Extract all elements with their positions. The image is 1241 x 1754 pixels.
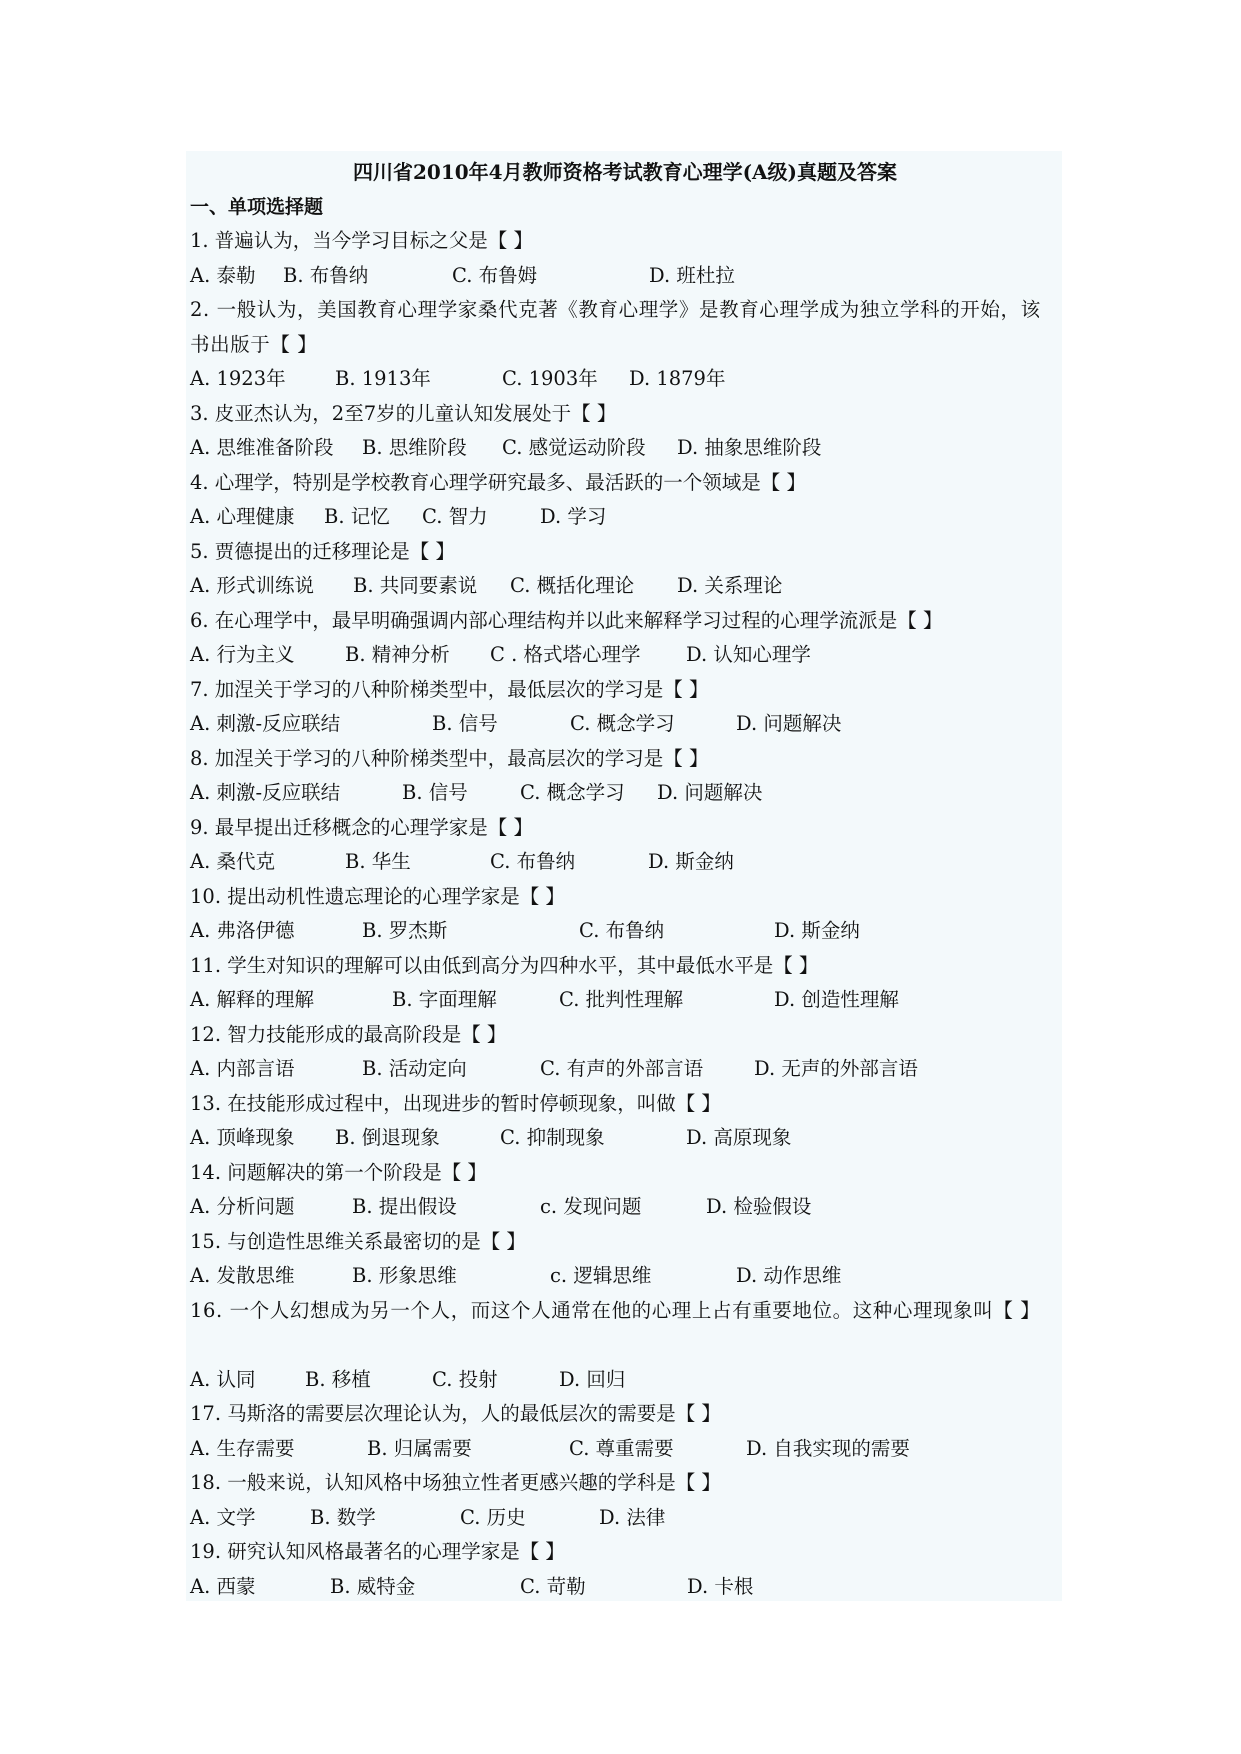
option-row xyxy=(190,776,1060,811)
answer-option: C. 布鲁纳 xyxy=(579,919,665,942)
document-content xyxy=(190,155,1060,1604)
option-row xyxy=(190,1363,1060,1398)
answer-option: B. 倒退现象 xyxy=(335,1126,440,1149)
answer-option: B. 精神分析 xyxy=(345,643,450,666)
question-item xyxy=(190,673,1060,742)
answer-option: D. 创造性理解 xyxy=(774,988,899,1011)
answer-option: D. 斯金纳 xyxy=(774,919,860,942)
answer-option: C. 历史 xyxy=(460,1505,526,1529)
option-row xyxy=(190,500,1060,535)
answer-option: A. 弗洛伊德 xyxy=(190,919,295,942)
option-row xyxy=(190,569,1060,604)
answer-option: D. 动作思维 xyxy=(736,1264,842,1287)
question-stem: 16. 一个人幻想成为另一个人，而这个人通常在他的心理上占有重要地位。这种心理现象叫【 】 xyxy=(190,1298,1041,1322)
answer-option: B. 形象思维 xyxy=(352,1264,457,1287)
question-stem: 10. 提出动机性遗忘理论的心理学家是【 】 xyxy=(190,884,565,908)
answer-option: A. 行为主义 xyxy=(190,643,295,666)
answer-option: A. 认同 xyxy=(190,1367,256,1391)
answer-option: C. 投射 xyxy=(432,1367,498,1391)
question-stem: 12. 智力技能形成的最高阶段是【 】 xyxy=(190,1022,507,1046)
answer-option: A. 桑代克 xyxy=(190,850,275,873)
answer-option: B. 布鲁纳 xyxy=(283,263,369,287)
question-stem: 15. 与创造性思维关系最密切的是【 】 xyxy=(190,1229,526,1253)
option-row xyxy=(190,1190,1060,1225)
question-item xyxy=(190,1225,1060,1294)
answer-option: C. 概括化理论 xyxy=(510,574,635,597)
option-row xyxy=(190,1259,1060,1294)
question-item xyxy=(190,949,1060,1018)
answer-option: A. 西蒙 xyxy=(190,1574,256,1598)
answer-option: C. 智力 xyxy=(422,505,488,528)
answer-option: A. 刺激-反应联结 xyxy=(190,712,341,735)
answer-option: A. 顶峰现象 xyxy=(190,1126,295,1149)
answer-option: A. 形式训练说 xyxy=(190,574,314,597)
answer-option: D. 1879年 xyxy=(629,367,726,390)
answer-option: C. 苛勒 xyxy=(520,1574,586,1598)
answer-option: A. 内部言语 xyxy=(190,1057,295,1080)
question-item xyxy=(190,742,1060,811)
answer-option: C. 布鲁纳 xyxy=(490,850,576,873)
question-item xyxy=(190,1294,1060,1398)
question-stem: 3. 皮亚杰认为，2至7岁的儿童认知发展处于【 】 xyxy=(190,401,617,425)
question-stem: 6. 在心理学中，最早明确强调内部心理结构并以此来解释学习过程的心理学流派是【 】 xyxy=(190,608,943,632)
question-stem: 1. 普遍认为，当今学习目标之父是【 】 xyxy=(190,229,534,252)
answer-option: D. 自我实现的需要 xyxy=(746,1436,910,1460)
answer-option: B. 移植 xyxy=(305,1367,371,1391)
question-stem: 9. 最早提出迁移概念的心理学家是【 】 xyxy=(190,815,534,839)
answer-option: c. 发现问题 xyxy=(540,1195,642,1218)
answer-option: D. 卡根 xyxy=(687,1574,754,1598)
answer-option: C. 尊重需要 xyxy=(569,1436,674,1460)
option-row xyxy=(190,914,1060,949)
answer-option: D. 问题解决 xyxy=(736,712,842,735)
question-item xyxy=(190,604,1060,673)
question-stem: 7. 加涅关于学习的八种阶梯类型中，最低层次的学习是【 】 xyxy=(190,677,709,701)
answer-option: D. 无声的外部言语 xyxy=(754,1057,918,1080)
question-item xyxy=(190,1535,1060,1604)
answer-option: D. 回归 xyxy=(559,1367,626,1391)
answer-option: A. 生存需要 xyxy=(190,1436,295,1460)
question-item xyxy=(190,466,1060,535)
answer-option: A. 解释的理解 xyxy=(190,988,314,1011)
option-row xyxy=(190,1052,1060,1087)
answer-option: A. 思维准备阶段 xyxy=(190,436,334,459)
question-item xyxy=(190,1156,1060,1225)
option-row xyxy=(190,431,1060,466)
answer-option: B. 信号 xyxy=(432,712,498,735)
question-item xyxy=(190,1087,1060,1156)
question-stem: 4. 心理学，特别是学校教育心理学研究最多、最活跃的一个领域是【 】 xyxy=(190,470,807,494)
answer-option: A. 刺激-反应联结 xyxy=(190,781,341,804)
option-row xyxy=(190,1432,1060,1467)
answer-option: D. 法律 xyxy=(599,1505,666,1529)
question-item xyxy=(190,535,1060,604)
option-row xyxy=(190,1570,1060,1605)
answer-option: C. 概念学习 xyxy=(570,712,675,735)
answer-option: A. 发散思维 xyxy=(190,1264,295,1287)
question-stem: 11. 学生对知识的理解可以由低到高分为四种水平，其中最低水平是【 】 xyxy=(190,953,819,977)
question-stem: 13. 在技能形成过程中，出现进步的暂时停顿现象，叫做【 】 xyxy=(190,1091,721,1115)
option-row xyxy=(190,638,1060,673)
question-list xyxy=(190,224,1060,1604)
option-row xyxy=(190,1121,1060,1156)
question-stem: 14. 问题解决的第一个阶段是【 】 xyxy=(190,1160,487,1184)
question-stem: 19. 研究认知风格最著名的心理学家是【 】 xyxy=(190,1540,565,1563)
option-row xyxy=(190,259,1060,294)
answer-option: B. 共同要素说 xyxy=(353,574,478,597)
answer-option: C. 概念学习 xyxy=(520,781,625,804)
answer-option: D. 斯金纳 xyxy=(648,850,734,873)
question-item xyxy=(190,293,1060,397)
answer-option: B. 数学 xyxy=(310,1505,376,1529)
question-item xyxy=(190,1018,1060,1087)
answer-option: C. 抑制现象 xyxy=(500,1126,605,1149)
question-item xyxy=(190,811,1060,880)
answer-option: D. 班杜拉 xyxy=(649,263,735,287)
answer-option: A. 分析问题 xyxy=(190,1195,295,1218)
answer-option: B. 提出假设 xyxy=(352,1195,457,1218)
answer-option: B. 华生 xyxy=(345,850,411,873)
answer-option: D. 认知心理学 xyxy=(686,643,811,666)
answer-option: C. 布鲁姆 xyxy=(452,263,538,287)
question-stem: 2. 一般认为，美国教育心理学家桑代克著《教育心理学》是教育心理学成为独立学科的开始，该书出版于【 】 xyxy=(190,298,1041,356)
answer-option: B. 归属需要 xyxy=(367,1436,472,1460)
answer-option: C . 格式塔心理学 xyxy=(490,643,641,666)
answer-option: B. 记忆 xyxy=(324,505,390,528)
answer-option: A. 文学 xyxy=(190,1505,256,1529)
question-item xyxy=(190,1466,1060,1535)
question-item xyxy=(190,1397,1060,1466)
question-stem: 17. 马斯洛的需要层次理论认为，人的最低层次的需要是【 】 xyxy=(190,1402,721,1425)
answer-option: B. 思维阶段 xyxy=(362,436,467,459)
answer-option: A. 心理健康 xyxy=(190,505,295,528)
question-stem: 5. 贾德提出的迁移理论是【 】 xyxy=(190,539,456,563)
section-heading: 一、单项选择题 xyxy=(190,195,324,218)
answer-option: B. 字面理解 xyxy=(392,988,497,1011)
question-item xyxy=(190,224,1060,293)
option-row xyxy=(190,845,1060,880)
option-row xyxy=(190,707,1060,742)
answer-option: B. 活动定向 xyxy=(362,1057,467,1080)
answer-option: C. 批判性理解 xyxy=(559,988,684,1011)
document-title: 四川省2010年4月教师资格考试教育心理学(A级)真题及答案 xyxy=(352,160,898,184)
question-item xyxy=(190,880,1060,949)
answer-option: D. 检验假设 xyxy=(706,1195,812,1218)
option-row xyxy=(190,362,1060,397)
answer-option: C. 有声的外部言语 xyxy=(540,1057,704,1080)
answer-option: B. 信号 xyxy=(402,781,468,804)
answer-option: c. 逻辑思维 xyxy=(550,1264,652,1287)
answer-option: C. 1903年 xyxy=(502,367,598,390)
answer-option: A. 泰勒 xyxy=(190,263,256,287)
answer-option: B. 罗杰斯 xyxy=(362,919,448,942)
question-stem: 18. 一般来说，认知风格中场独立性者更感兴趣的学科是【 】 xyxy=(190,1471,721,1494)
question-item xyxy=(190,397,1060,466)
option-row xyxy=(190,983,1060,1018)
answer-option: D. 抽象思维阶段 xyxy=(677,436,822,459)
answer-option: B. 威特金 xyxy=(330,1574,416,1598)
option-row xyxy=(190,1501,1060,1536)
answer-option: D. 问题解决 xyxy=(657,781,763,804)
answer-option: D. 学习 xyxy=(540,505,607,528)
question-stem: 8. 加涅关于学习的八种阶梯类型中，最高层次的学习是【 】 xyxy=(190,746,709,770)
answer-option: D. 关系理论 xyxy=(677,574,783,597)
answer-option: D. 高原现象 xyxy=(686,1126,792,1149)
answer-option: A. 1923年 xyxy=(190,367,286,390)
answer-option: B. 1913年 xyxy=(335,367,431,390)
answer-option: C. 感觉运动阶段 xyxy=(502,436,646,459)
